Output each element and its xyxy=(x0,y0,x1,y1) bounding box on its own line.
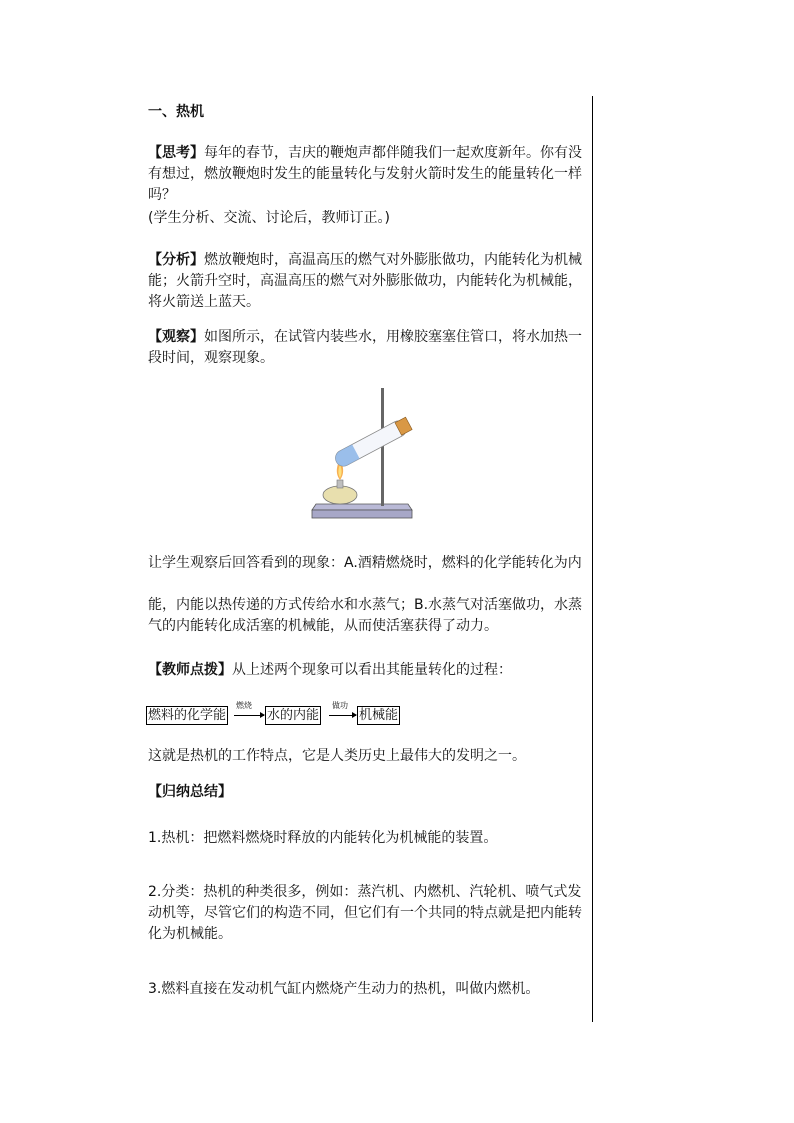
flow-box-internal-energy: 水的内能 xyxy=(267,708,320,723)
energy-flow-diagram xyxy=(146,703,416,725)
observe-text: 如图所示，在试管内装些水，用橡胶塞塞住管口，将水加热一段时间，观察现象。 xyxy=(148,329,582,366)
observe-tag: 【观察】 xyxy=(148,329,204,345)
teacher-paragraph xyxy=(148,660,586,681)
summary-item-3: 3.燃料直接在发动机气缸内燃烧产生动力的热机，叫做内燃机。 xyxy=(148,981,540,997)
flow-label-burning: 燃烧 xyxy=(236,701,252,710)
think-paragraph xyxy=(148,143,586,206)
flow-box-mechanical-energy: 机械能 xyxy=(359,708,399,723)
teacher-tag: 【教师点拨】 xyxy=(148,662,232,678)
section-title: 一、热机 xyxy=(148,104,204,120)
teacher-note: (学生分析、交流、讨论后，教师订正。) xyxy=(148,210,390,226)
summary-item-2: 2.分类：热机的种类很多，例如：蒸汽机、内燃机、汽轮机、喷气式发动机等，尽管它们的构造不同，但它们有一个共同的特点就是把内能转化为机械能。 xyxy=(148,884,582,942)
think-tag: 【思考】 xyxy=(148,145,204,161)
flow-label-work: 做功 xyxy=(332,701,348,710)
think-text: 每年的春节，吉庆的鞭炮声都伴随我们一起欢度新年。你有没有想过，燃放鞭炮时发生的能量转化与发射火箭时发生的能量转化一样吗？ xyxy=(148,145,582,203)
flow-box-chemical-energy: 燃料的化学能 xyxy=(148,708,227,723)
answer-line-1: 让学生观察后回答看到的现象：A.酒精燃烧时，燃料的化学能转化为内 xyxy=(148,555,582,571)
experiment-figure xyxy=(310,384,414,520)
conclusion-text: 这就是热机的工作特点，它是人类历史上最伟大的发明之一。 xyxy=(148,748,526,764)
teacher-text: 从上述两个现象可以看出其能量转化的过程： xyxy=(232,662,512,678)
observe-paragraph xyxy=(148,327,586,369)
flow-arrow-1 xyxy=(234,715,264,716)
analysis-text: 燃放鞭炮时，高温高压的燃气对外膨胀做功，内能转化为机械能；火箭升空时，高温高压的燃气对外膨胀做功，内能转化为机械能，将火箭送上蓝天。 xyxy=(148,252,582,310)
margin-rule xyxy=(592,96,593,1022)
analysis-paragraph xyxy=(148,250,586,313)
summary-title: 【归纳总结】 xyxy=(148,784,232,800)
analysis-tag: 【分析】 xyxy=(148,252,204,268)
answer-line-2: 能，内能以热传递的方式传给水和水蒸气；B.水蒸气对活塞做功，水蒸气的内能转化成活塞的机械能，从而使活塞获得了动力。 xyxy=(148,597,583,634)
summary-item-1: 1.热机：把燃料燃烧时释放的内能转化为机械能的装置。 xyxy=(148,830,498,846)
flow-arrow-2 xyxy=(329,715,356,716)
